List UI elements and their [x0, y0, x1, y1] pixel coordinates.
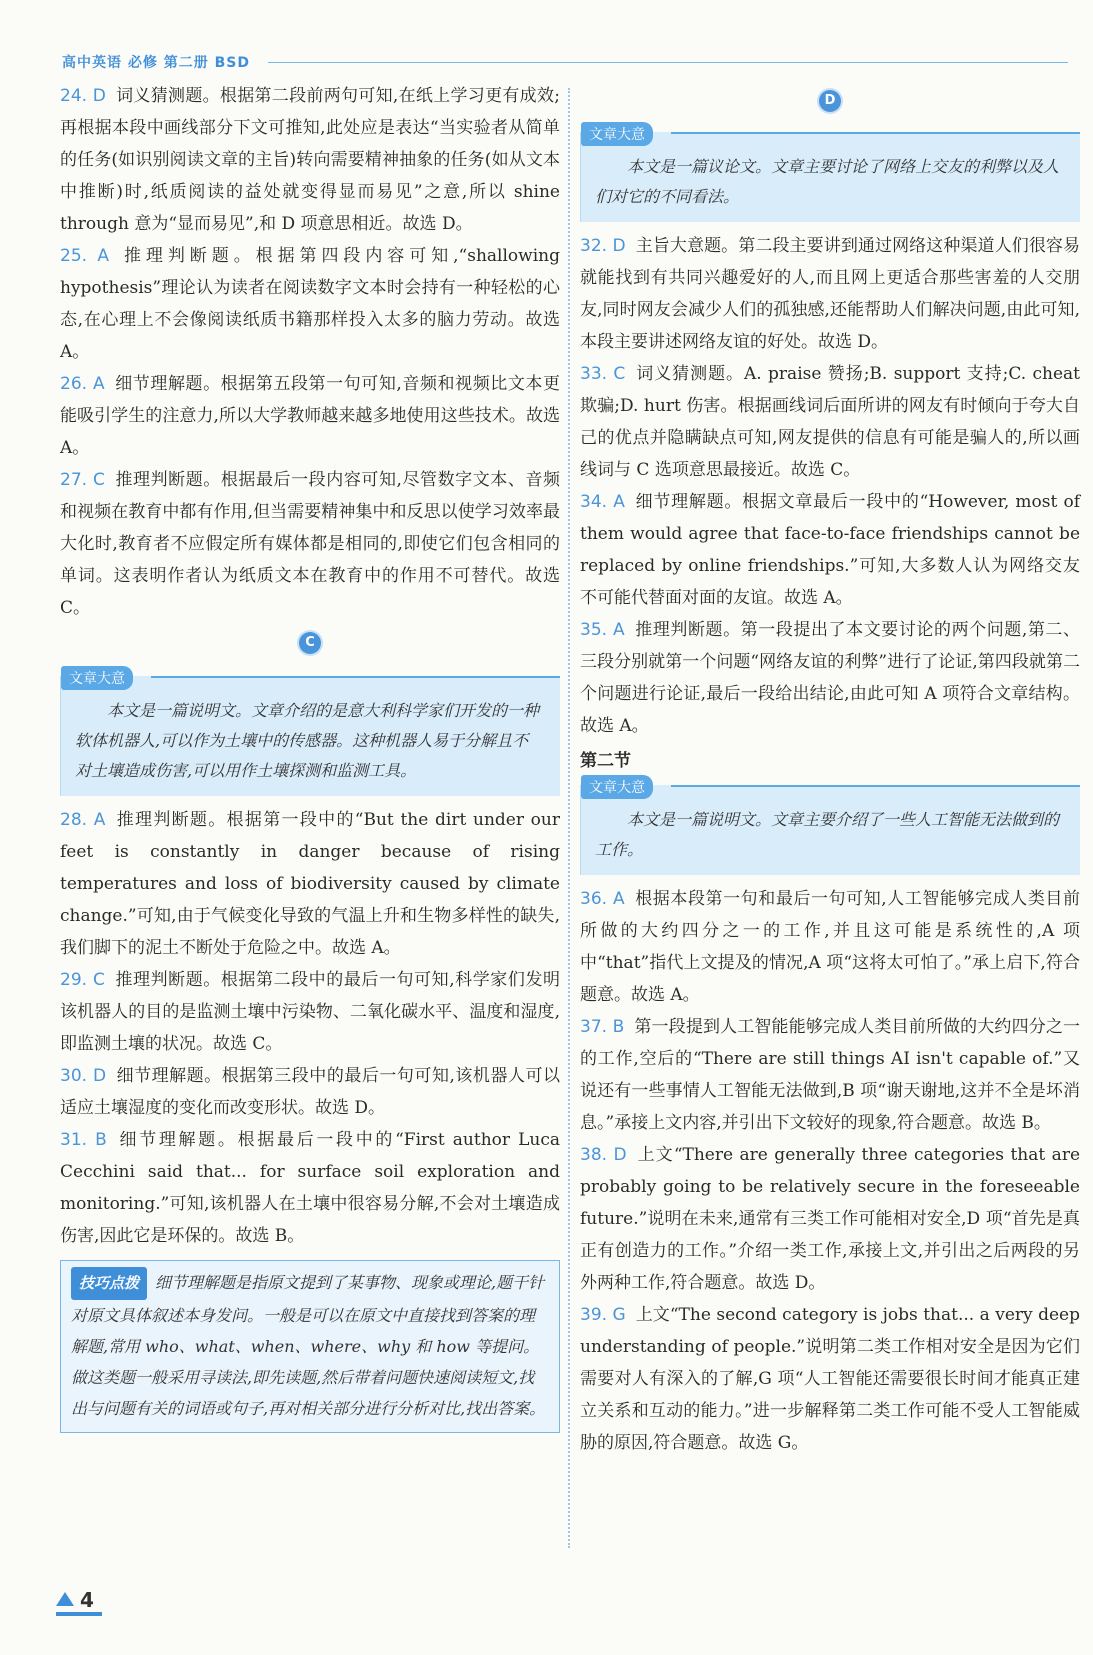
answer-text: 推理判断题。根据第四段内容可知,“shallowing hypothesis”理论认为读者在阅读数字文本时会持有一种轻松的心态,在心理上不会像阅读纸质书籍那样投入太多的脑力劳动。故选 A。 [60, 246, 560, 362]
tip-label: 技巧点拨 [71, 1267, 147, 1300]
answer-number: 27. C [60, 470, 105, 490]
answer-number: 37. B [580, 1017, 625, 1037]
answer-item [60, 240, 560, 368]
answer-number: 29. C [60, 970, 105, 990]
answer-text: 推理判断题。根据第一段中的“But the dirt under our feet is constantly in danger because of rising temperatures and loss of biodiversity caused by climate change.”可知,由于气候变化导致的气温上升和生物多样性的缺失,我们脚下的泥土不断处于危险之中。故选 A。 [60, 810, 560, 958]
answer-item [60, 464, 560, 624]
answer-item [580, 1139, 1080, 1299]
answer-text: 细节理解题。根据文章最后一段中的“However, most of them would agree that face-to-face friendships cannot be replaced by online friendships.”可知,大多数人认为网络交友不可能代替面对面的友谊。故选 A。 [580, 492, 1080, 608]
answer-number: 24. D [60, 86, 106, 106]
left-column [60, 80, 560, 1433]
answer-number: 34. A [580, 492, 625, 512]
answer-item [580, 486, 1080, 614]
answer-text: 上文“The second category is jobs that... a very deep understanding of people.”说明第二类工作相对安全是因为它们需要对人有深入的了解,G 项“人工智能还需要很长时间才能真正建立关系和互动的能力。”进一步解释第二类工作可能不受人工智能威胁的原因,符合题意。故选 G。 [580, 1305, 1080, 1453]
answer-text: 推理判断题。根据最后一段内容可知,尽管数字文本、音频和视频在教育中都有作用,但当需要精神集中和反思以使学习效率最大化时,教育者不应假定所有媒体都是相同的,即使它们包含相同的单词。这表明作者认为纸质文本在教育中的作用不可替代。故选 C。 [60, 470, 561, 618]
answer-item [60, 1060, 560, 1124]
answer-number: 26. A [60, 374, 105, 394]
answer-item [580, 358, 1080, 486]
answer-number: 36. A [580, 889, 625, 909]
summary-tag: 文章大意 [61, 666, 133, 690]
answer-number: 28. A [60, 810, 106, 830]
answer-text: 主旨大意题。第二段主要讲到通过网络这种渠道人们很容易就能找到有共同兴趣爱好的人,而且网上更适合那些害羞的人交朋友,同时网友会减少人们的孤独感,还能帮助人们解决问题,由此可知,本段主要讲述网络友谊的好处。故选 D。 [580, 236, 1081, 352]
answer-item [580, 883, 1080, 1011]
answer-text: 根据本段第一句和最后一句可知,人工智能够完成人类目前所做的大约四分之一的工作,并且这可能是系统性的,A 项中“that”指代上文提及的情况,A 项“这将太可怕了。”承上启下,符合题意。故选 A。 [580, 889, 1080, 1005]
header-divider [268, 62, 1068, 63]
answer-item [580, 614, 1080, 742]
summary-tag: 文章大意 [581, 775, 653, 799]
answer-item [580, 1011, 1080, 1139]
summary-rule [671, 132, 1080, 134]
answer-item [60, 80, 560, 240]
tip-paragraph [71, 1267, 547, 1424]
page-number [56, 1588, 102, 1616]
passage-badge-wrap [60, 624, 560, 670]
answer-item [580, 1299, 1080, 1459]
page-number-bar [56, 1612, 102, 1616]
summary-text: 本文是一篇议论文。文章主要讨论了网络上交友的利弊以及人们对它的不同看法。 [595, 157, 1060, 206]
summary-text: 本文是一篇说明文。文章主要介绍了一些人工智能无法做到的工作。 [595, 810, 1060, 859]
summary-tag: 文章大意 [581, 122, 653, 146]
answer-item [580, 230, 1080, 358]
answer-text: 第一段提到人工智能能够完成人类目前所做的大约四分之一的工作,空后的“There are still things AI isn't capable of.”又说还有一些事情人工智能无法做到,B 项“谢天谢地,这并不全是坏消息。”承接上文内容,并引出下文较好的现象,符合题意。故选 B。 [580, 1017, 1080, 1133]
passage-d-badge: D [819, 90, 841, 112]
answer-number: 32. D [580, 236, 626, 256]
answer-text: 推理判断题。第一段提出了本文要讨论的两个问题,第二、三段分别就第一个问题“网络友谊的利弊”进行了论证,第四段就第二个问题进行论证,最后一段给出结论,由此可知 A 项符合文章结构。故选 A。 [580, 620, 1080, 736]
answer-number: 31. B [60, 1130, 107, 1150]
answer-text: 推理判断题。根据第二段中的最后一句可知,科学家们发明该机器人的目的是监测土壤中污染物、二氧化碳水平、温度和湿度,即监测土壤的状况。故选 C。 [60, 970, 561, 1054]
answer-number: 35. A [580, 620, 625, 640]
right-column [580, 90, 1080, 1459]
page-number-text: 4 [80, 1588, 94, 1612]
up-arrow-icon [56, 1592, 74, 1606]
answer-number: 38. D [580, 1145, 627, 1165]
page-header [58, 52, 1068, 72]
section-title: 第二节 [580, 751, 631, 771]
answer-number: 30. D [60, 1066, 107, 1086]
tip-text: 细节理解题是指原文提到了某事物、现象或理论,题干针对原文具体叙述本身发问。一般是可以在原文中直接找到答案的理解题,常用 who、what、when、where、why 和 how 等提问。做这类题一般采用寻读法,即先读题,然后带着问题快速阅读短文,找出与问题有关的词语或句子,再对相关部分进行分析对比,找出答案。 [71, 1273, 546, 1418]
passage-badge-wrap [580, 90, 1080, 126]
answer-text: 词义猜测题。根据第二段前两句可知,在纸上学习更有成效;再根据本段中画线部分下文可推知,此处应是表达“当实验者从简单的任务(如识别阅读文章的主旨)转向需要精神抽象的任务(如从文本中推断)时,纸质阅读的益处就变得显而易见”之意,所以 shine through 意为“显而易见”,和 D 项意思相近。故选 D。 [60, 86, 560, 234]
summary-rule [151, 676, 560, 678]
summary-rule [671, 785, 1080, 787]
summary-box-d [580, 127, 1080, 222]
column-divider [568, 88, 570, 1548]
answer-text: 细节理解题。根据第五段第一句可知,音频和视频比文本更能吸引学生的注意力,所以大学教师越来越多地使用这些技术。故选 A。 [60, 374, 560, 458]
answer-item [60, 1124, 560, 1252]
passage-c-badge: C [299, 632, 321, 654]
answer-item [60, 368, 560, 464]
answer-text: 上文“There are generally three categories that are probably going to be relatively secure in the foreseeable future.”说明在未来,通常有三类工作可能相对安全,D 项“首先是真正有创造力的工作。”介绍一类工作,承接上文,并引出之后两段的另外两种工作,符合题意。故选 D。 [580, 1145, 1081, 1293]
answer-number: 39. G [580, 1305, 626, 1325]
answer-text: 细节理解题。根据最后一段中的“First author Luca Cecchini said that... for surface soil exploration and monitoring.”可知,该机器人在土壤中很容易分解,不会对土壤造成伤害,因此它是环保的。故选 B。 [60, 1130, 560, 1246]
summary-box-c [60, 671, 560, 796]
answer-number: 33. C [580, 364, 626, 384]
answer-text: 词义猜测题。A. praise 赞扬;B. support 支持;C. cheat 欺骗;D. hurt 伤害。根据画线词后面所讲的网友有时倾向于夸大自己的优点并隐瞒缺点可知,网友提供的信息有可能是骗人的,所以画线词与 C 选项意思最接近。故选 C。 [580, 364, 1080, 480]
summary-text: 本文是一篇说明文。文章介绍的是意大利科学家们开发的一种软体机器人,可以作为土壤中的传感器。这种机器人易于分解且不对土壤造成伤害,可以用作土壤探测和监测工具。 [75, 701, 540, 780]
answer-text: 细节理解题。根据第三段中的最后一句可知,该机器人可以适应土壤湿度的变化而改变形状。故选 D。 [60, 1066, 561, 1118]
answer-number: 25. A [60, 246, 110, 266]
summary-box-section2 [580, 780, 1080, 875]
answer-item [60, 964, 560, 1060]
answer-item [60, 804, 560, 964]
tip-box [60, 1260, 560, 1433]
header-title: 高中英语 必修 第二册 BSD [62, 55, 250, 71]
